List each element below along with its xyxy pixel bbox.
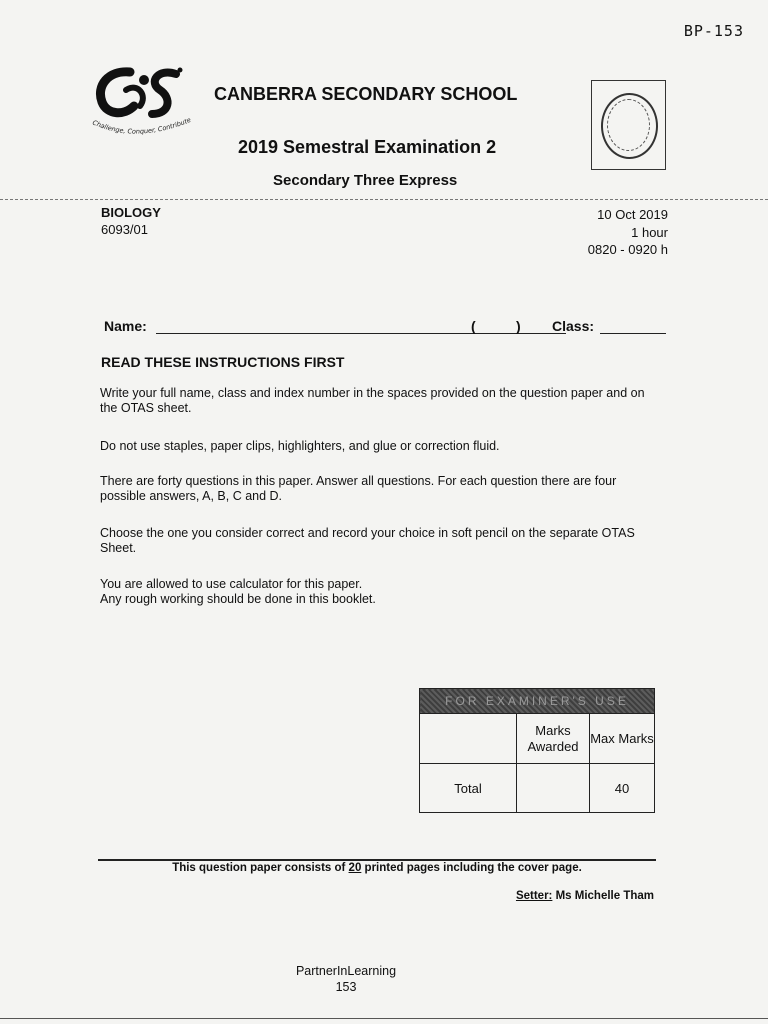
instruction-paragraph [100, 577, 665, 607]
svg-text:Challenge, Conquer, Contribute [91, 116, 192, 136]
class-field[interactable] [600, 333, 666, 334]
name-field[interactable] [156, 333, 566, 334]
exam-stamp [591, 80, 666, 170]
instruction-paragraph: Choose the one you consider correct and record your choice in soft pencil on the separate OTAS Sheet. [100, 526, 635, 555]
index-bracket-open: ( [471, 318, 476, 334]
exam-level: Secondary Three Express [273, 172, 458, 189]
exam-date: 10 Oct 2019 [597, 207, 668, 222]
marks-table [419, 688, 655, 813]
instruction-paragraph: Write your full name, class and index number in the spaces provided on the question paper and on the OTAS sheet. [100, 386, 645, 415]
index-bracket-close: ) [516, 318, 521, 334]
instruction-paragraph: There are forty questions in this paper. Answer all questions. For each question there are four possible answers, A, B, C and D. [100, 474, 617, 503]
paper-code: 6093/01 [101, 222, 148, 237]
subject-name: BIOLOGY [101, 205, 161, 220]
page-number: 153 [335, 980, 357, 994]
instruction-paragraph: Do not use staples, paper clips, highlighters, and glue or correction fluid. [100, 439, 500, 453]
page-count-note [98, 862, 656, 874]
school-name: CANBERRA SECONDARY SCHOOL [214, 84, 518, 104]
setter-credit [516, 890, 654, 902]
page-count-post: printed pages including the cover page. [361, 862, 582, 874]
footer-brand: PartnerInLearning [295, 964, 397, 978]
total-label: Total [420, 764, 517, 813]
document-code: BP-153 [683, 22, 744, 40]
calculator-note: You are allowed to use calculator for this paper. [100, 577, 363, 591]
bottom-divider [98, 859, 656, 861]
candidate-info-row [104, 318, 670, 338]
header-divider [0, 199, 768, 200]
school-logo [86, 60, 198, 150]
col-max-marks: Max Marks [590, 714, 655, 764]
page-count-number: 20 [348, 862, 362, 874]
marks-table-header: FOR EXAMINER'S USE [420, 689, 655, 714]
exam-duration: 1 hour [631, 225, 668, 240]
marks-table-corner [420, 714, 517, 764]
rough-work-note: Any rough working should be done in this booklet. [100, 592, 376, 606]
exam-time: 0820 - 0920 h [587, 242, 668, 257]
class-label: Class: [552, 318, 595, 334]
logo-motto: Challenge, Conquer, Contribute [91, 115, 193, 136]
total-awarded-cell[interactable] [517, 764, 590, 813]
page-count-pre: This question paper consists of [172, 862, 349, 874]
exam-title: 2019 Semestral Examination 2 [238, 137, 497, 157]
name-label: Name: [104, 318, 147, 334]
total-max-value: 40 [590, 764, 655, 813]
col-marks-awarded: Marks Awarded [517, 714, 590, 764]
instructions-title: READ THESE INSTRUCTIONS FIRST [101, 354, 345, 370]
page-bottom-edge [0, 1018, 768, 1019]
setter-name: Ms Michelle Tham [552, 890, 654, 902]
stamp-inner-ring [607, 99, 650, 151]
page-footer [276, 963, 416, 995]
setter-label: Setter: [515, 890, 553, 902]
